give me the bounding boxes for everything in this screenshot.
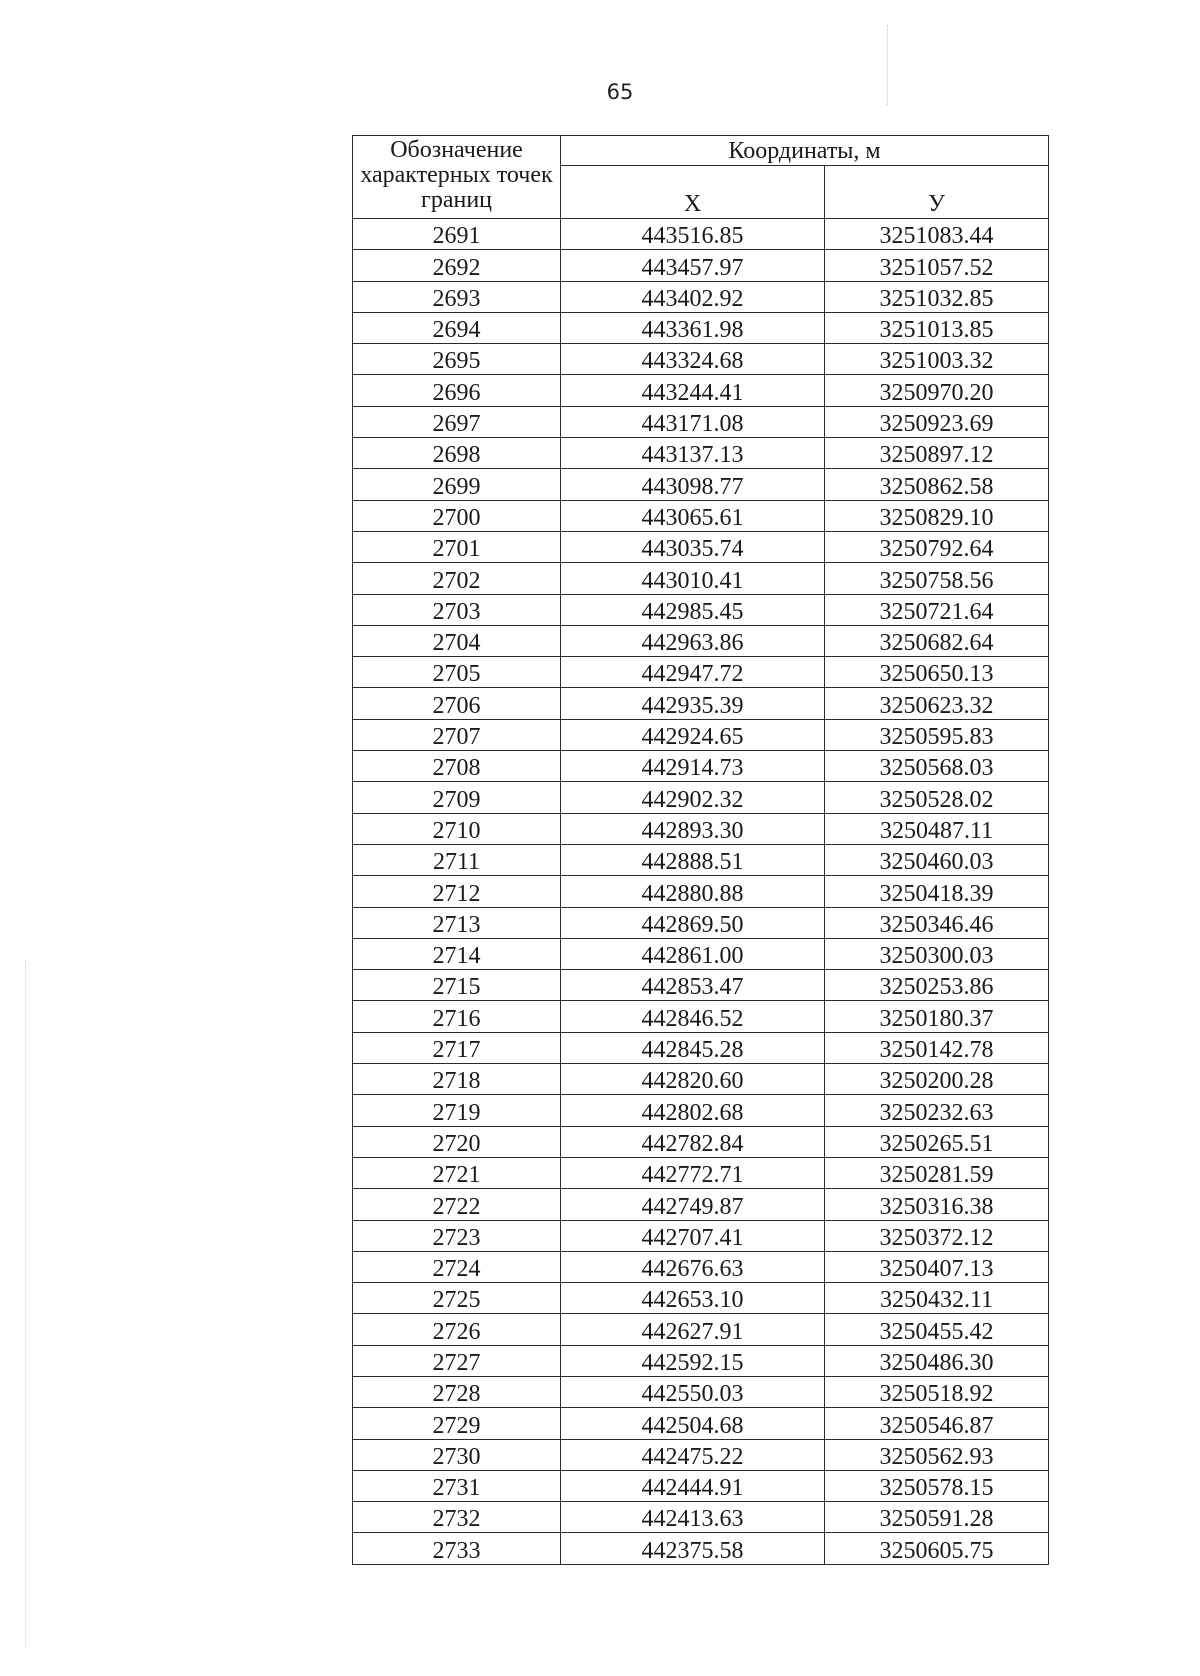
table-row xyxy=(353,469,1049,500)
cell-x: 442627.91 xyxy=(561,1314,825,1345)
cell-point: 2697 xyxy=(353,406,561,437)
cell-point: 2720 xyxy=(353,1126,561,1157)
cell-point: 2729 xyxy=(353,1408,561,1439)
table-row xyxy=(353,1064,1049,1095)
cell-point: 2708 xyxy=(353,751,561,782)
cell-x: 442749.87 xyxy=(561,1189,825,1220)
cell-y: 3250432.11 xyxy=(825,1283,1049,1314)
cell-x: 443457.97 xyxy=(561,250,825,281)
cell-point: 2716 xyxy=(353,1001,561,1032)
cell-x: 443402.92 xyxy=(561,281,825,312)
cell-point: 2714 xyxy=(353,938,561,969)
cell-x: 442947.72 xyxy=(561,657,825,688)
table-row xyxy=(353,1408,1049,1439)
cell-point: 2726 xyxy=(353,1314,561,1345)
header-point-designation: Обозначение характерных точек границ xyxy=(353,136,561,219)
cell-x: 443324.68 xyxy=(561,344,825,375)
table-row xyxy=(353,1126,1049,1157)
cell-point: 2730 xyxy=(353,1439,561,1470)
cell-point: 2696 xyxy=(353,375,561,406)
cell-x: 443361.98 xyxy=(561,312,825,343)
cell-y: 3251083.44 xyxy=(825,219,1049,250)
cell-x: 443244.41 xyxy=(561,375,825,406)
table-body xyxy=(353,219,1049,1565)
cell-point: 2707 xyxy=(353,719,561,750)
cell-y: 3250605.75 xyxy=(825,1533,1049,1564)
cell-y: 3250180.37 xyxy=(825,1001,1049,1032)
cell-y: 3250970.20 xyxy=(825,375,1049,406)
table-row xyxy=(353,594,1049,625)
table-row xyxy=(353,1157,1049,1188)
cell-point: 2728 xyxy=(353,1376,561,1407)
cell-x: 442592.15 xyxy=(561,1345,825,1376)
cell-y: 3250316.38 xyxy=(825,1189,1049,1220)
cell-x: 442963.86 xyxy=(561,625,825,656)
scan-artifact-line xyxy=(887,25,888,105)
table-row xyxy=(353,281,1049,312)
cell-x: 443516.85 xyxy=(561,219,825,250)
cell-x: 442935.39 xyxy=(561,688,825,719)
cell-x: 442782.84 xyxy=(561,1126,825,1157)
cell-y: 3251013.85 xyxy=(825,312,1049,343)
cell-point: 2711 xyxy=(353,844,561,875)
cell-y: 3250682.64 xyxy=(825,625,1049,656)
header-x: X xyxy=(561,166,825,219)
cell-point: 2691 xyxy=(353,219,561,250)
cell-point: 2695 xyxy=(353,344,561,375)
cell-point: 2713 xyxy=(353,907,561,938)
table-row xyxy=(353,1283,1049,1314)
cell-y: 3250300.03 xyxy=(825,938,1049,969)
table-row xyxy=(353,688,1049,719)
cell-point: 2723 xyxy=(353,1220,561,1251)
cell-x: 442845.28 xyxy=(561,1032,825,1063)
cell-x: 443010.41 xyxy=(561,563,825,594)
table-row xyxy=(353,438,1049,469)
table-row xyxy=(353,1001,1049,1032)
cell-y: 3250650.13 xyxy=(825,657,1049,688)
cell-x: 442869.50 xyxy=(561,907,825,938)
header-y: У xyxy=(825,166,1049,219)
cell-x: 442914.73 xyxy=(561,751,825,782)
cell-x: 442846.52 xyxy=(561,1001,825,1032)
cell-y: 3250923.69 xyxy=(825,406,1049,437)
cell-x: 442676.63 xyxy=(561,1251,825,1282)
cell-point: 2725 xyxy=(353,1283,561,1314)
cell-y: 3250792.64 xyxy=(825,531,1049,562)
cell-x: 442653.10 xyxy=(561,1283,825,1314)
table-row xyxy=(353,1032,1049,1063)
cell-x: 443035.74 xyxy=(561,531,825,562)
table-row xyxy=(353,1533,1049,1564)
table-row xyxy=(353,344,1049,375)
cell-x: 442475.22 xyxy=(561,1439,825,1470)
cell-y: 3250568.03 xyxy=(825,751,1049,782)
cell-y: 3250591.28 xyxy=(825,1502,1049,1533)
table-row xyxy=(353,1189,1049,1220)
cell-point: 2693 xyxy=(353,281,561,312)
cell-point: 2705 xyxy=(353,657,561,688)
cell-y: 3250721.64 xyxy=(825,594,1049,625)
cell-point: 2692 xyxy=(353,250,561,281)
table-row xyxy=(353,751,1049,782)
cell-point: 2733 xyxy=(353,1533,561,1564)
cell-y: 3250142.78 xyxy=(825,1032,1049,1063)
cell-y: 3250546.87 xyxy=(825,1408,1049,1439)
table-row xyxy=(353,1251,1049,1282)
cell-x: 442375.58 xyxy=(561,1533,825,1564)
cell-x: 442707.41 xyxy=(561,1220,825,1251)
table-row xyxy=(353,813,1049,844)
cell-point: 2702 xyxy=(353,563,561,594)
cell-y: 3250623.32 xyxy=(825,688,1049,719)
cell-point: 2701 xyxy=(353,531,561,562)
cell-x: 442985.45 xyxy=(561,594,825,625)
coordinates-table xyxy=(352,135,1049,1565)
cell-y: 3250455.42 xyxy=(825,1314,1049,1345)
cell-y: 3250829.10 xyxy=(825,500,1049,531)
table-header xyxy=(353,136,1049,219)
page-number: 65 xyxy=(606,80,634,104)
cell-x: 442888.51 xyxy=(561,844,825,875)
table-row xyxy=(353,375,1049,406)
cell-point: 2717 xyxy=(353,1032,561,1063)
table-row xyxy=(353,312,1049,343)
table-row xyxy=(353,907,1049,938)
cell-x: 442444.91 xyxy=(561,1470,825,1501)
cell-y: 3250253.86 xyxy=(825,970,1049,1001)
cell-point: 2694 xyxy=(353,312,561,343)
cell-point: 2699 xyxy=(353,469,561,500)
cell-x: 443137.13 xyxy=(561,438,825,469)
table-row xyxy=(353,1470,1049,1501)
table-row xyxy=(353,844,1049,875)
cell-x: 443098.77 xyxy=(561,469,825,500)
cell-y: 3250595.83 xyxy=(825,719,1049,750)
cell-x: 442853.47 xyxy=(561,970,825,1001)
cell-x: 442893.30 xyxy=(561,813,825,844)
cell-point: 2709 xyxy=(353,782,561,813)
cell-y: 3250486.30 xyxy=(825,1345,1049,1376)
cell-point: 2715 xyxy=(353,970,561,1001)
cell-point: 2700 xyxy=(353,500,561,531)
cell-x: 442772.71 xyxy=(561,1157,825,1188)
table-row xyxy=(353,1220,1049,1251)
table-row xyxy=(353,1376,1049,1407)
cell-y: 3250758.56 xyxy=(825,563,1049,594)
table-row xyxy=(353,1502,1049,1533)
cell-y: 3250372.12 xyxy=(825,1220,1049,1251)
table-row xyxy=(353,219,1049,250)
table-row xyxy=(353,406,1049,437)
table-row xyxy=(353,531,1049,562)
cell-point: 2703 xyxy=(353,594,561,625)
cell-point: 2712 xyxy=(353,876,561,907)
cell-x: 442861.00 xyxy=(561,938,825,969)
cell-x: 443171.08 xyxy=(561,406,825,437)
scan-artifact-line-left xyxy=(25,960,26,1650)
cell-y: 3251003.32 xyxy=(825,344,1049,375)
cell-x: 442504.68 xyxy=(561,1408,825,1439)
cell-x: 443065.61 xyxy=(561,500,825,531)
cell-point: 2724 xyxy=(353,1251,561,1282)
cell-point: 2698 xyxy=(353,438,561,469)
cell-y: 3250232.63 xyxy=(825,1095,1049,1126)
cell-y: 3250528.02 xyxy=(825,782,1049,813)
cell-point: 2721 xyxy=(353,1157,561,1188)
table-row xyxy=(353,250,1049,281)
table-row xyxy=(353,1439,1049,1470)
cell-x: 442902.32 xyxy=(561,782,825,813)
table-row xyxy=(353,938,1049,969)
cell-y: 3250897.12 xyxy=(825,438,1049,469)
header-coordinates: Координаты, м xyxy=(561,136,1049,166)
cell-point: 2722 xyxy=(353,1189,561,1220)
table-row xyxy=(353,719,1049,750)
cell-y: 3251057.52 xyxy=(825,250,1049,281)
cell-x: 442924.65 xyxy=(561,719,825,750)
cell-y: 3250518.92 xyxy=(825,1376,1049,1407)
cell-y: 3250200.28 xyxy=(825,1064,1049,1095)
cell-point: 2727 xyxy=(353,1345,561,1376)
table-row xyxy=(353,657,1049,688)
cell-point: 2710 xyxy=(353,813,561,844)
cell-y: 3250418.39 xyxy=(825,876,1049,907)
cell-point: 2731 xyxy=(353,1470,561,1501)
cell-y: 3250460.03 xyxy=(825,844,1049,875)
table-row xyxy=(353,1345,1049,1376)
table-row xyxy=(353,500,1049,531)
table-row xyxy=(353,876,1049,907)
cell-y: 3250281.59 xyxy=(825,1157,1049,1188)
table-row xyxy=(353,970,1049,1001)
cell-y: 3250265.51 xyxy=(825,1126,1049,1157)
cell-y: 3250862.58 xyxy=(825,469,1049,500)
cell-point: 2718 xyxy=(353,1064,561,1095)
cell-x: 442820.60 xyxy=(561,1064,825,1095)
table-row xyxy=(353,1314,1049,1345)
cell-y: 3250407.13 xyxy=(825,1251,1049,1282)
table-row xyxy=(353,782,1049,813)
cell-y: 3250487.11 xyxy=(825,813,1049,844)
cell-y: 3250346.46 xyxy=(825,907,1049,938)
cell-x: 442550.03 xyxy=(561,1376,825,1407)
cell-y: 3250578.15 xyxy=(825,1470,1049,1501)
cell-y: 3250562.93 xyxy=(825,1439,1049,1470)
table-row xyxy=(353,563,1049,594)
cell-point: 2706 xyxy=(353,688,561,719)
table-row xyxy=(353,625,1049,656)
cell-point: 2719 xyxy=(353,1095,561,1126)
cell-x: 442802.68 xyxy=(561,1095,825,1126)
cell-x: 442413.63 xyxy=(561,1502,825,1533)
cell-point: 2704 xyxy=(353,625,561,656)
cell-x: 442880.88 xyxy=(561,876,825,907)
cell-point: 2732 xyxy=(353,1502,561,1533)
table-row xyxy=(353,1095,1049,1126)
cell-y: 3251032.85 xyxy=(825,281,1049,312)
